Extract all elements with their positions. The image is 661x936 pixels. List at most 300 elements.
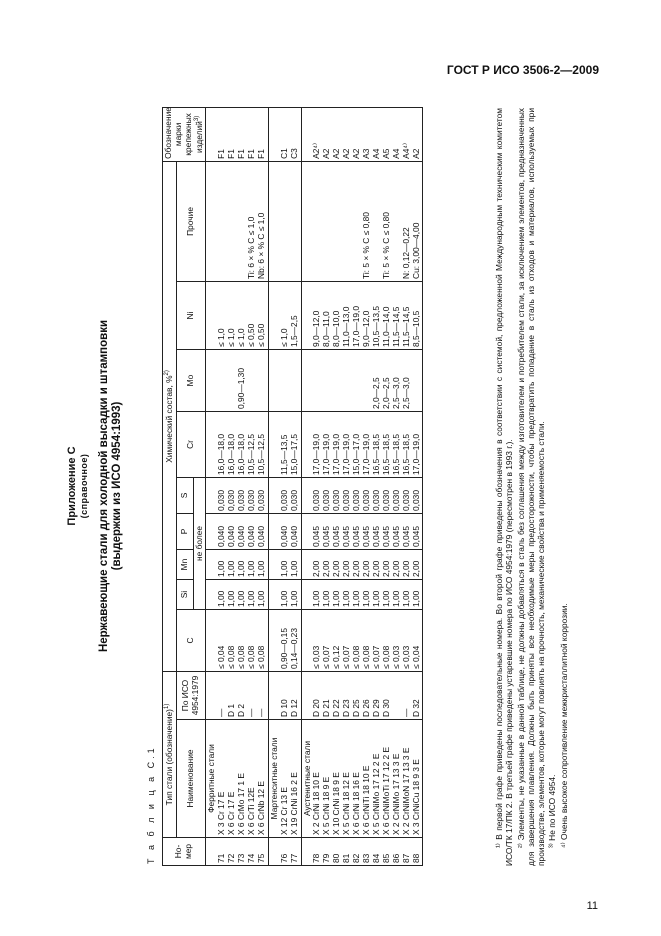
cell-value: 1,00 (278, 560, 289, 577)
cell-value: 16,5—18,5 (380, 434, 391, 475)
cell-value: 79 (321, 853, 332, 863)
cell-value: 17,0—19,0 (341, 434, 352, 475)
cell-value: 72 (226, 853, 237, 863)
cell-value: 1,00 (246, 560, 257, 577)
cell-value: 0,030 (278, 490, 289, 511)
cell-value: 1,00 (351, 590, 362, 607)
cell-value (322, 164, 332, 279)
cell-value: D 20 (311, 699, 322, 717)
row-p (268, 513, 301, 549)
cell-value (332, 352, 342, 409)
cell-value: 16,5—18,5 (390, 434, 401, 475)
cell-value: 0,045 (370, 526, 381, 547)
cell-value: X 5 CrNiMo 17 12 2 E (370, 753, 381, 835)
cell-value: 0,040 (226, 526, 237, 547)
page-number: 11 (586, 900, 598, 912)
cell-value: 11,5—14,5 (400, 306, 411, 347)
cell-value: Ti: 5 × % C ≤ 0,80 (361, 212, 372, 279)
row-ni (206, 281, 268, 349)
row-other (268, 161, 301, 281)
cell-value: 15,0—17,5 (288, 434, 299, 475)
cell-value: 86 (390, 853, 401, 863)
cell-value: 0,045 (361, 526, 372, 547)
row-s (301, 477, 423, 513)
cell-value: — (255, 708, 266, 717)
cell-value: 1,00 (226, 590, 237, 607)
row-c (206, 609, 268, 671)
cell-value: ≤ 0,07 (370, 645, 381, 669)
cell-value (342, 352, 352, 409)
row-si (268, 579, 301, 609)
cell-value: 88 (410, 853, 421, 863)
cell-value: D 30 (380, 699, 391, 717)
footnotes (494, 108, 570, 866)
cell-value: ≤ 0,03 (400, 645, 411, 669)
cell-value: ≤ 0,08 (361, 645, 372, 669)
group-spacer: Ферритные стали (206, 744, 217, 813)
cell-value: 77 (288, 853, 299, 863)
cell-value: 8,0—11,0 (321, 311, 332, 347)
col-other: Прочие (176, 161, 206, 281)
cell-value: 17,0—19,0 (311, 434, 322, 475)
cell-value: 0,045 (311, 526, 322, 547)
footnote-4: ⁴⁾ Очень высокое сопротивление межкристаллитной коррозии. (558, 603, 569, 848)
cell-value: 2,00 (390, 560, 401, 577)
row-mn (268, 549, 301, 579)
row-mark (206, 107, 268, 161)
cell-value: 9,0—12,0 (361, 310, 372, 347)
cell-value: 15,0—17,0 (351, 434, 362, 475)
cell-value: 1,00 (361, 590, 372, 607)
row-other (206, 161, 268, 281)
cell-value: 17,0—19,0 (351, 306, 362, 347)
row-mo (206, 349, 268, 411)
cell-value: A2 (331, 148, 342, 159)
cell-value: D 2 (236, 703, 247, 717)
row-mn (301, 549, 423, 579)
cell-value: ≤ 1,0 (226, 328, 237, 347)
cell-value: 84 (370, 853, 381, 863)
cell-value: 2,00 (370, 560, 381, 577)
cell-value: D 1 (226, 703, 237, 717)
cell-value: — (216, 708, 227, 717)
cell-value: 0,030 (321, 490, 332, 511)
rotated-content (66, 106, 586, 866)
cell-value: X 3 Cr 17 E (216, 791, 227, 835)
row-other (301, 161, 423, 281)
row-s (268, 477, 301, 513)
cell-value: 2,5—3,0 (390, 377, 401, 409)
cell-value: Cu: 3,00—4,00 (410, 222, 421, 279)
cell-value: 1,00 (380, 590, 391, 607)
cell-value: A2 (341, 148, 352, 159)
cell-value: 2,00 (311, 560, 322, 577)
row-ni (301, 281, 423, 349)
row-numbers (268, 838, 301, 866)
group-spacer (270, 352, 280, 409)
cell-value: 16,5—18,5 (370, 434, 381, 475)
cell-value: X 6 CrMo 17 1 E (236, 773, 247, 835)
cell-value: D 12 (288, 699, 299, 717)
cell-value: 9,0—12,0 (311, 310, 322, 347)
cell-value (280, 352, 290, 409)
cell-value: 11,5—13,5 (278, 434, 289, 475)
cell-value: 2,00 (410, 560, 421, 577)
cell-value: 1,00 (246, 590, 257, 607)
row-mo (268, 349, 301, 411)
row-numbers (301, 838, 423, 866)
cell-value (312, 352, 322, 409)
cell-value: 0,045 (390, 526, 401, 547)
cell-value: X 6 CrNiTi 18 10 E (361, 765, 372, 835)
row-mo (301, 349, 423, 411)
cell-value: 0,040 (236, 526, 247, 547)
cell-value: 0,030 (246, 490, 257, 511)
row-names (301, 720, 423, 838)
cell-value: F1 (246, 149, 257, 159)
cell-value: ≤ 0,03 (390, 645, 401, 669)
cell-value: F1 (255, 149, 266, 159)
cell-value: 1,00 (216, 590, 227, 607)
cell-value: 0,030 (351, 490, 362, 511)
cell-value: 2,00 (321, 560, 332, 577)
cell-value: 71 (216, 853, 227, 863)
cell-value: 75 (255, 853, 266, 863)
col-steel-type: Тип стали (обозначение)$^{1)}$ (163, 671, 177, 837)
cell-value (290, 164, 300, 279)
cell-value: ≤ 0,07 (321, 645, 332, 669)
cell-value: 1,00 (236, 560, 247, 577)
cell-value: D 32 (410, 699, 421, 717)
cell-value: 0,030 (390, 490, 401, 511)
cell-value: 16,0—18,0 (236, 434, 247, 475)
cell-value: Nb: 6 × % C ≤ 1,0 (255, 212, 266, 279)
cell-value: 0,030 (400, 490, 411, 511)
cell-value (322, 352, 332, 409)
cell-value: 1,00 (341, 590, 352, 607)
cell-value (412, 352, 422, 409)
table-row-group (268, 107, 301, 865)
cell-value: F1 (226, 149, 237, 159)
cell-value: F1 (216, 149, 227, 159)
cell-value (352, 352, 362, 409)
cell-value: ≤ 0,50 (246, 323, 257, 347)
group-spacer: Аустенитные стали (301, 740, 312, 817)
cell-value: Ti: 5 × % C ≤ 0,80 (380, 212, 391, 279)
cell-value: 11,0—14,0 (380, 306, 391, 347)
group-spacer (303, 352, 313, 409)
col-no: Но-мер (163, 838, 206, 866)
cell-value: A4⁴⁾ (400, 142, 411, 159)
cell-value: 0,030 (226, 490, 237, 511)
cell-value: 16,0—18,0 (226, 434, 237, 475)
cell-value: A2 (321, 148, 332, 159)
row-numbers (206, 838, 268, 866)
col-mn: Mn (176, 549, 193, 579)
cell-value (247, 352, 257, 409)
cell-value: 1,00 (226, 560, 237, 577)
cell-value: 82 (351, 853, 362, 863)
cell-value: 0,030 (236, 490, 247, 511)
cell-value: 10,5—13,5 (370, 306, 381, 347)
cell-value: 0,030 (331, 490, 342, 511)
cell-value: ≤ 0,08 (236, 645, 247, 669)
cell-value: A4 (390, 148, 401, 159)
cell-value: 0,030 (361, 490, 372, 511)
footnote-2: ²⁾ Элементы, не указанные в данной таблице, не должны добавляться в сталь без соглашения между изготовителем и потребителем стали, за исключением элементов, предназначенных для завершения плавления. Должны быть приняты все необходимые меры предосторожности, чтобы предотвратить попадание в сталь из отходов и материалов, используемых при производстве, элементов, которые могут повлиять на прочность, механические свойства и применяемость стали. (515, 108, 546, 866)
group-spacer (207, 352, 217, 409)
cell-value (342, 164, 352, 279)
row-mn (206, 549, 268, 579)
cell-value: X 6 CrNi 18 16 E (351, 772, 362, 835)
cell-value: 1,00 (400, 590, 411, 607)
col-chemistry: Химический состав, %$^{2)}$ (163, 161, 177, 671)
cell-value: ≤ 0,08 (351, 645, 362, 669)
cell-value: 1,00 (390, 590, 401, 607)
row-cr (206, 411, 268, 477)
cell-value: 0,030 (380, 490, 391, 511)
cell-value: 73 (236, 853, 247, 863)
cell-value (312, 164, 322, 279)
cell-value: ≤ 0,08 (246, 645, 257, 669)
cell-value: 1,00 (311, 590, 322, 607)
col-designation: Обозначение марки крепежных изделий$^{3)}$ (163, 107, 206, 161)
cell-value: 0,040 (246, 526, 257, 547)
cell-value: ≤ 1,0 (216, 328, 227, 347)
cell-value: ≤ 0,04 (216, 645, 227, 669)
cell-value: 10,5—12,5 (255, 434, 266, 475)
cell-value: A4 (370, 148, 381, 159)
cell-value: 1,00 (288, 560, 299, 577)
cell-value: 0,040 (288, 526, 299, 547)
cell-value: ≤ 0,08 (255, 645, 266, 669)
cell-value: 0,030 (311, 490, 322, 511)
cell-value: 17,0—19,0 (331, 434, 342, 475)
cell-value: 1,00 (370, 590, 381, 607)
row-p (206, 513, 268, 549)
cell-value: D 25 (351, 699, 362, 717)
appendix-heading-source: (выдержки из ИСО 4954:1993) (111, 401, 124, 571)
col-s: S (176, 477, 193, 513)
cell-value: 0,040 (278, 526, 289, 547)
cell-value: D 23 (341, 699, 352, 717)
col-si: Si (176, 579, 193, 609)
cell-value: 80 (331, 853, 342, 863)
cell-value: 17,0—19,0 (321, 434, 332, 475)
cell-value: 2,0—2,5 (370, 377, 381, 409)
cell-value: 0,030 (216, 490, 227, 511)
cell-value: X 10 CrNi 18 9 E (331, 772, 342, 835)
cell-value: 74 (246, 853, 257, 863)
row-si (206, 579, 268, 609)
row-iso (301, 671, 423, 719)
cell-value: 1,00 (236, 590, 247, 607)
col-c: C (176, 609, 206, 671)
cell-value: 2,00 (331, 560, 342, 577)
cell-value: X 6 CrTi 12E (246, 787, 257, 835)
row-cr (301, 411, 423, 477)
cell-value: C3 (288, 148, 299, 159)
cell-value: X 12 Cr 13 E (278, 787, 289, 835)
row-mark (268, 107, 301, 161)
cell-value: ≤ 1,0 (278, 328, 289, 347)
cell-value: A2 (351, 148, 362, 159)
cell-value: 8,0—10,0 (331, 310, 342, 347)
row-cr (268, 411, 301, 477)
cell-value: 0,14—0,23 (288, 628, 299, 669)
cell-value: ≤ 0,50 (255, 323, 266, 347)
cell-value: 2,00 (361, 560, 372, 577)
cell-value: X 5 CrNi 18 9 E (321, 776, 332, 835)
cell-value: D 22 (331, 699, 342, 717)
steel-table (162, 107, 423, 866)
cell-value: 1,00 (321, 590, 332, 607)
row-si (301, 579, 423, 609)
cell-value (332, 164, 342, 279)
cell-value: N: 0,12—0,22 (400, 227, 411, 279)
cell-value: 2,5—3,0 (400, 377, 411, 409)
cell-value (280, 164, 290, 279)
col-name: Наименование (176, 720, 206, 838)
cell-value: X 6 CrNb 12 E (255, 781, 266, 835)
cell-value: 0,040 (255, 526, 266, 547)
row-s (206, 477, 268, 513)
col-ni: Ni (176, 281, 206, 349)
cell-value: 8,5—10,5 (410, 310, 421, 347)
row-mark (301, 107, 423, 161)
group-spacer (207, 164, 217, 279)
cell-value: X 5 CrNi 18 12 E (341, 772, 352, 835)
appendix-heading: Нержавеющие стали для холодной высадки и штамповки (97, 319, 110, 653)
cell-value: 0,90—0,15 (278, 628, 289, 669)
col-cr: Cr (176, 411, 206, 477)
row-p (301, 513, 423, 549)
cell-value: 0,045 (341, 526, 352, 547)
group-spacer: Мартенситные стали (268, 737, 279, 820)
cell-value: 83 (361, 853, 372, 863)
cell-value: 1,00 (288, 590, 299, 607)
cell-value: 1,00 (331, 590, 342, 607)
cell-value: 0,90—1,30 (236, 368, 247, 409)
cell-value: A5 (380, 148, 391, 159)
cell-value: 0,045 (351, 526, 362, 547)
cell-value: X 3 CrNiCu 18 9 3 E (410, 759, 421, 835)
cell-value: A2⁴⁾ (311, 142, 322, 159)
cell-value: A2 (410, 148, 421, 159)
cell-value: 0,030 (255, 490, 266, 511)
cell-value (217, 164, 227, 279)
cell-value: Ti: 6 × % C ≤ 1,0 (246, 216, 257, 279)
cell-value: 2,00 (400, 560, 411, 577)
cell-value: 0,030 (288, 490, 299, 511)
cell-value: D 21 (321, 699, 332, 717)
table-label: Т а б л и ц а С.1 (146, 745, 156, 864)
cell-value (290, 352, 300, 409)
row-names (268, 720, 301, 838)
cell-value: X 2 CrNi 18 10 E (311, 772, 322, 835)
appendix-subtitle: (справочное) (78, 453, 89, 519)
cell-value: 2,00 (380, 560, 391, 577)
cell-value: 2,00 (351, 560, 362, 577)
cell-value: F1 (236, 149, 247, 159)
cell-value: 1,00 (278, 590, 289, 607)
col-not-more: не более (193, 477, 206, 609)
appendix-title: Приложение С (66, 446, 78, 526)
cell-value (217, 352, 227, 409)
cell-value: — (246, 708, 257, 717)
cell-value: 0,045 (321, 526, 332, 547)
cell-value: 16,5—18,5 (400, 434, 411, 475)
cell-value: 0,045 (400, 526, 411, 547)
cell-value: 11,0—13,0 (341, 306, 352, 347)
cell-value: ≤ 0,03 (311, 645, 322, 669)
cell-value: 1,00 (410, 590, 421, 607)
col-iso: По ИСО 4954:1979 (176, 671, 206, 719)
group-spacer (270, 164, 280, 279)
col-p: P (176, 513, 193, 549)
cell-value: ≤ 1,0 (236, 328, 247, 347)
cell-value: ≤ 0,07 (341, 645, 352, 669)
cell-value: 2,00 (341, 560, 352, 577)
cell-value: D 26 (361, 699, 372, 717)
row-c (301, 609, 423, 671)
cell-value: X 19 CrNi 16 2 E (288, 772, 299, 835)
cell-value: 0,030 (410, 490, 421, 511)
group-spacer (303, 164, 313, 279)
cell-value (257, 352, 267, 409)
row-ni (268, 281, 301, 349)
cell-value: ≤ 0,12 (331, 645, 342, 669)
cell-value: 0,045 (380, 526, 391, 547)
cell-value: D 10 (278, 699, 289, 717)
cell-value: 0,030 (370, 490, 381, 511)
col-mo: Mo (176, 349, 206, 411)
cell-value: 0,045 (331, 526, 342, 547)
cell-value: 1,00 (216, 560, 227, 577)
row-iso (206, 671, 268, 719)
cell-value: 17,0—19,0 (410, 434, 421, 475)
cell-value: — (400, 708, 411, 717)
cell-value: 1,5—2,5 (288, 315, 299, 347)
cell-value: C1 (278, 148, 289, 159)
cell-value: 87 (400, 853, 411, 863)
document-id: ГОСТ Р ИСО 3506-2—2009 (446, 63, 599, 77)
cell-value: 2,0—2,5 (380, 377, 391, 409)
cell-value: 78 (311, 853, 322, 863)
cell-value: 81 (341, 853, 352, 863)
cell-value: X 2 CrNiMo 17 13 3 E (390, 753, 401, 835)
table-row-group (206, 107, 268, 865)
row-iso (268, 671, 301, 719)
cell-value: 76 (278, 853, 289, 863)
cell-value: 0,045 (410, 526, 421, 547)
cell-value: X 2 CrNiMoN 17 13 3 E (400, 747, 411, 835)
cell-value: ≤ 0,08 (226, 645, 237, 669)
cell-value: 85 (380, 853, 391, 863)
table-row-group (301, 107, 423, 865)
cell-value: 1,00 (255, 560, 266, 577)
cell-value: X 6 Cr 17 E (226, 791, 237, 835)
cell-value: 0,040 (216, 526, 227, 547)
footnote-3: ³⁾ Не по ИСО 4954. (547, 774, 558, 848)
cell-value: D 29 (370, 699, 381, 717)
cell-value: A3 (361, 148, 372, 159)
cell-value: ≤ 0,04 (410, 645, 421, 669)
cell-value: 10,5—12,5 (246, 434, 257, 475)
cell-value: 17,0—19,0 (361, 434, 372, 475)
appendix-titles (66, 106, 125, 866)
cell-value: 11,5—14,5 (390, 306, 401, 347)
